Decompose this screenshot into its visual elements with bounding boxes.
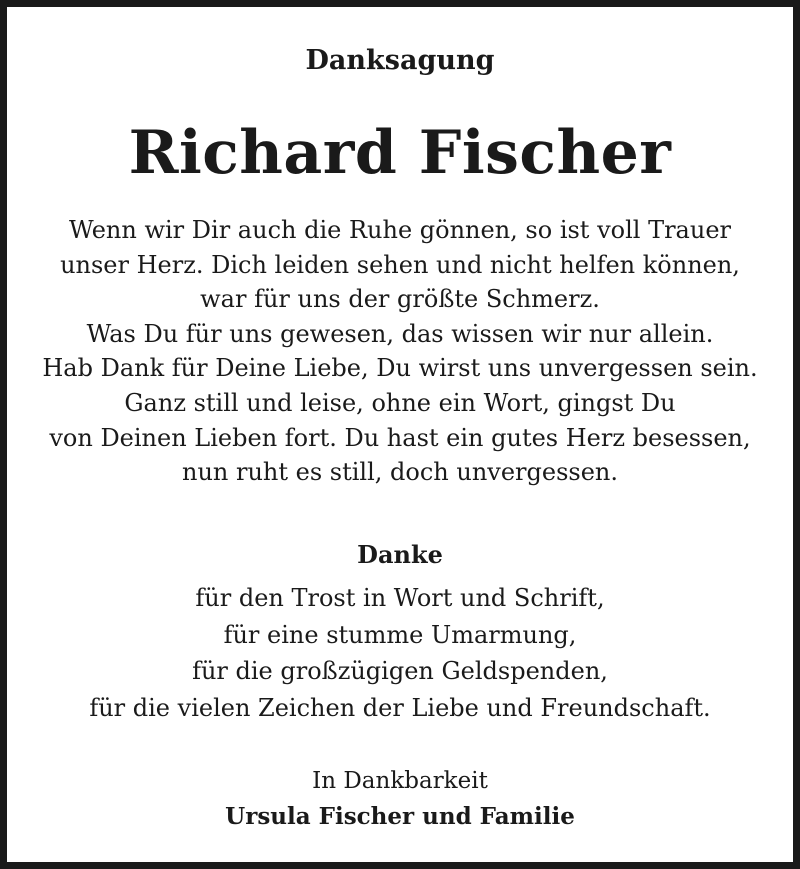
notice-content [7,7,793,862]
poem-line: Was Du für uns gewesen, das wissen wir nur allein. [86,319,714,348]
poem-line: unser Herz. Dich leiden sehen und nicht helfen können, [60,250,740,279]
notice-heading: Danksagung [305,45,495,76]
deceased-name: Richard Fischer [128,118,672,188]
poem-line: von Deinen Lieben fort. Du hast ein gutes Herz besessen, [49,423,751,452]
thanks-line: für den Trost in Wort und Schrift, [195,584,605,612]
memorial-poem [7,213,793,490]
thanks-title: Danke [357,540,443,569]
poem-line: war für uns der größte Schmerz. [200,285,600,314]
family-signature: Ursula Fischer und Familie [225,803,575,830]
poem-line: nun ruht es still, doch unvergessen. [181,458,619,487]
thanks-line: für die großzügigen Geldspenden, [192,657,608,686]
thanks-line: für die vielen Zeichen der Liebe und Freundschaft. [89,694,711,723]
poem-line: Hab Dank für Deine Liebe, Du wirst uns unvergessen sein. [42,354,758,383]
closing-phrase: In Dankbarkeit [312,768,488,794]
thanks-list [7,580,793,727]
poem-line: Wenn wir Dir auch die Ruhe gönnen, so ist voll Trauer [69,216,731,244]
poem-line: Ganz still und leise, ohne ein Wort, gingst Du [124,388,676,417]
thanks-line: für eine stumme Umarmung, [223,620,577,649]
